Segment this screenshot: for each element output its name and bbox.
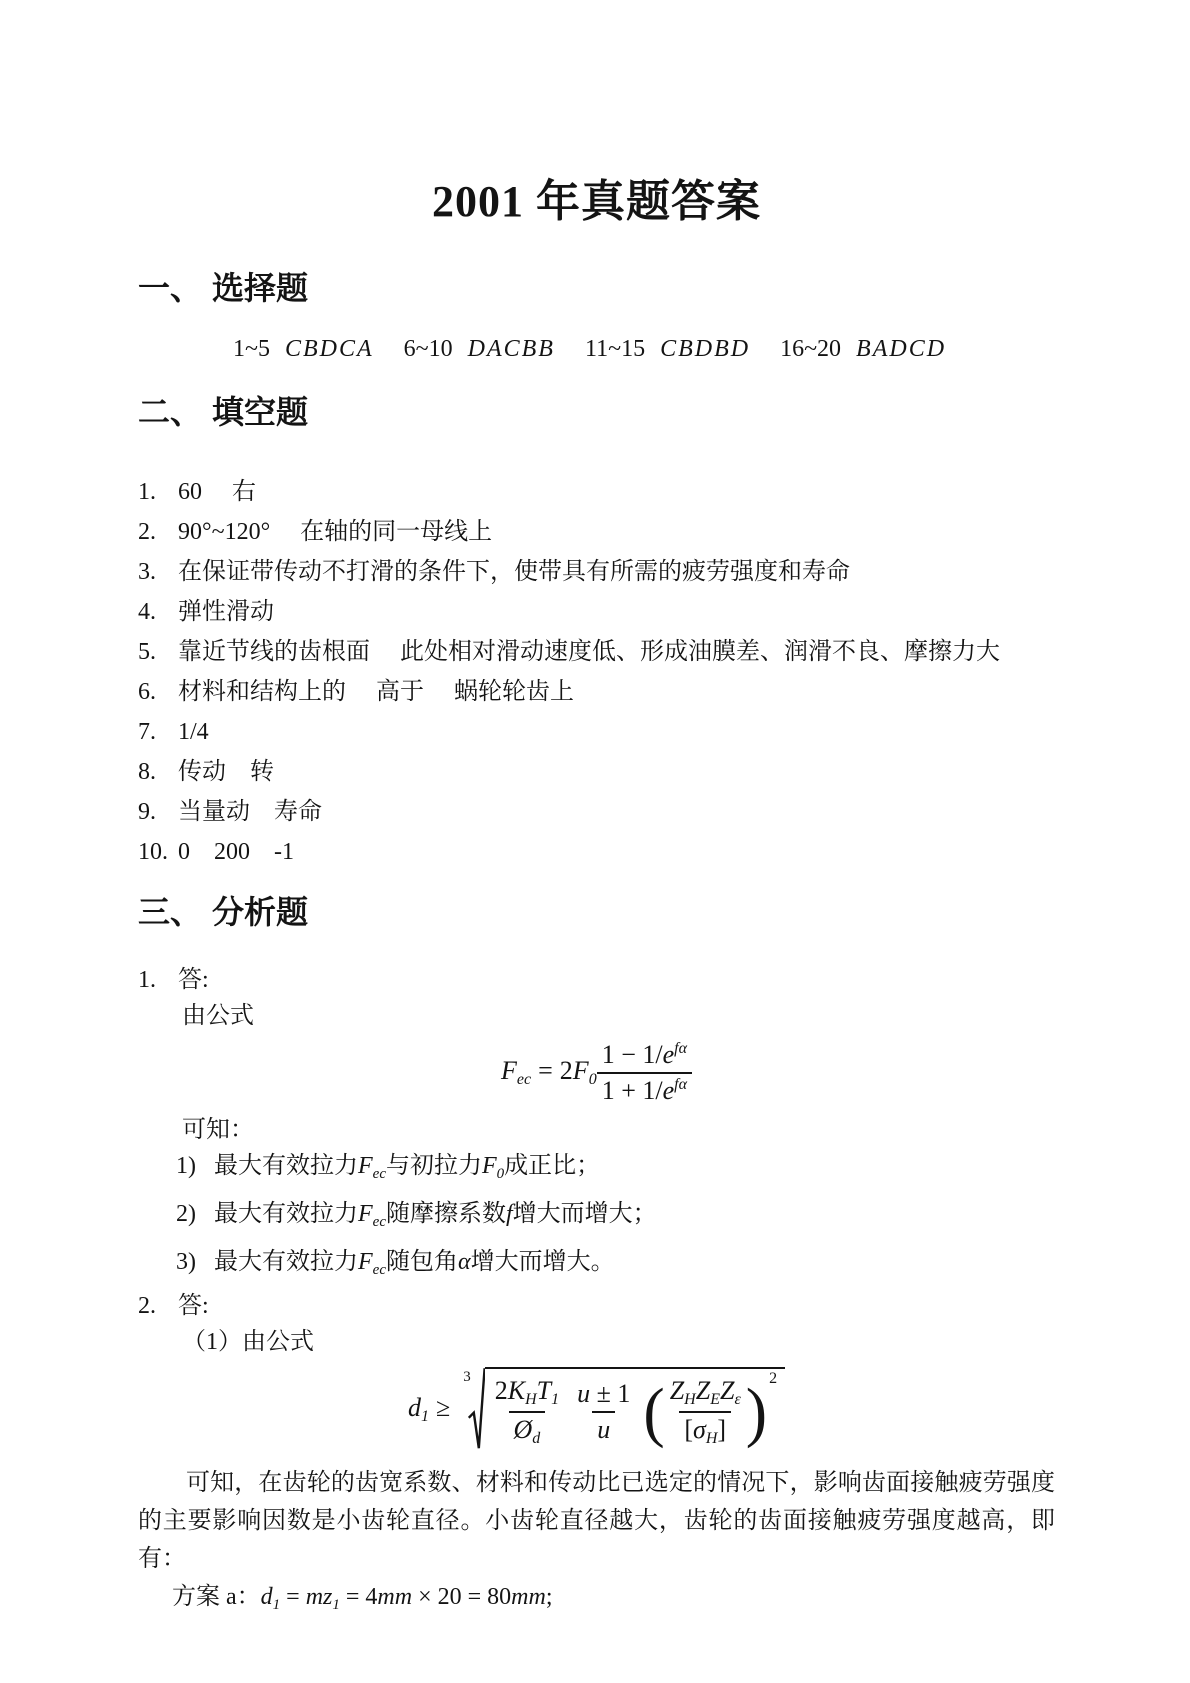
subscript-ec: ec	[516, 1071, 532, 1089]
symbol-d: d	[260, 1583, 273, 1610]
formula-belt-effective-tension	[138, 1038, 1055, 1108]
symbol-mz: mz	[305, 1583, 333, 1610]
subscript-0: 0	[588, 1071, 597, 1089]
point-text	[214, 1200, 1055, 1236]
fraction-numerator	[572, 1377, 635, 1411]
coefficient-2: 2	[559, 1056, 573, 1086]
subscript-epsilon: ε	[734, 1391, 741, 1409]
symbol-u: u	[597, 1415, 611, 1444]
scheme-a-line	[172, 1582, 1055, 1620]
text-run: 随包角	[386, 1248, 458, 1275]
section-number: 三、	[138, 893, 203, 930]
fill-blank-item	[138, 838, 1055, 866]
subscript-H: H	[684, 1391, 696, 1409]
choice-letters: BADCD	[856, 335, 947, 362]
fill-blank-item	[138, 558, 1055, 586]
item-answer: 90°~120° 在轴的同一母线上	[178, 518, 493, 545]
point-number: 1)	[176, 1152, 196, 1179]
item-number: 3.	[138, 558, 156, 585]
item-number: 2.	[138, 518, 156, 545]
analysis-1-intro: 由公式	[182, 1002, 254, 1029]
fill-blank-item	[138, 478, 1055, 506]
symbol-F: F	[358, 1200, 373, 1227]
choice-range: 11~15	[584, 335, 646, 362]
text-run: 增大而增大。	[470, 1248, 615, 1275]
fill-blank-item	[138, 758, 1055, 786]
section-number: 二、	[138, 393, 203, 430]
equals-sign: =	[538, 1056, 553, 1086]
item-number: 10.	[138, 838, 168, 865]
cube-root	[463, 1367, 785, 1452]
radicand	[485, 1367, 785, 1452]
choice-range: 6~10	[403, 335, 453, 362]
fraction	[597, 1038, 692, 1108]
symbol-d: d	[407, 1393, 421, 1422]
symbol-e: e	[662, 1075, 675, 1105]
section-label: 选择题	[212, 269, 309, 306]
choice-answer-group	[585, 334, 750, 364]
subscript-H: H	[525, 1391, 537, 1409]
section-heading-choice	[138, 268, 1055, 308]
subscript-d: d	[532, 1430, 541, 1447]
equals-sign: =	[280, 1583, 306, 1610]
choice-letters: CBDCA	[284, 335, 374, 362]
denominator-prefix: 1 + 1/	[601, 1075, 663, 1105]
subscript-H: H	[705, 1430, 718, 1447]
choice-answer-group	[404, 334, 555, 364]
coefficient-2: 2	[494, 1376, 508, 1406]
item-answer: 弹性滑动	[178, 598, 274, 625]
symbol-K: K	[507, 1376, 526, 1406]
close-bracket: ]	[717, 1415, 727, 1444]
item-answer: 靠近节线的齿根面 此处相对滑动速度低、形成油膜差、润滑不良、摩擦力大	[178, 638, 1000, 665]
numerator-prefix: 1 − 1/	[601, 1039, 663, 1069]
item-answer: 60 右	[178, 478, 256, 505]
item-answer: 材料和结构上的 高于 蜗轮轮齿上	[178, 678, 574, 705]
fill-blank-item	[138, 518, 1055, 546]
subscript-1: 1	[332, 1596, 340, 1613]
semicolon: ;	[545, 1583, 553, 1610]
fill-blank-item	[138, 638, 1055, 666]
item-number: 5.	[138, 638, 156, 665]
symbol-u: u	[577, 1379, 591, 1409]
unit-mm: mm	[377, 1583, 413, 1610]
symbol-Z: Z	[719, 1376, 735, 1406]
choice-range: 1~5	[233, 335, 270, 362]
answer-label: 答:	[178, 966, 209, 993]
fraction-numerator	[490, 1374, 564, 1411]
symbol: α	[458, 1248, 471, 1275]
choice-letters: DACBB	[467, 335, 555, 362]
item-answer: 0 200 -1	[178, 838, 294, 865]
answer-label: 答:	[178, 1292, 209, 1319]
subscript-1: 1	[272, 1596, 281, 1613]
choice-range: 16~20	[780, 335, 842, 362]
formula-pinion-diameter	[138, 1364, 1055, 1456]
superscript-fa: fα	[674, 1039, 687, 1057]
item-answer: 传动 转	[178, 758, 274, 785]
exponent-2: 2	[769, 1370, 778, 1388]
text-run: 与初拉力	[386, 1152, 482, 1179]
item-answer: 1/4	[178, 718, 209, 745]
choice-answer-group	[233, 334, 374, 364]
fraction-numerator	[597, 1038, 692, 1072]
text-run: 成正比；	[504, 1152, 601, 1179]
symbol-Z: Z	[669, 1376, 685, 1406]
item-number: 8.	[138, 758, 156, 785]
root-index: 3	[463, 1369, 471, 1386]
analysis-item-2-header	[138, 1292, 1055, 1320]
text-run: 最大有效拉力	[214, 1200, 358, 1227]
item-number: 1.	[138, 966, 156, 993]
symbol: f	[506, 1200, 513, 1227]
fraction-coefficients	[665, 1374, 746, 1450]
section-heading-analysis	[138, 892, 1055, 932]
section-number: 一、	[138, 269, 203, 306]
symbol-F: F	[358, 1152, 373, 1179]
text-run: 最大有效拉力	[214, 1152, 358, 1179]
point-text	[214, 1248, 1055, 1284]
item-number: 2.	[138, 1292, 156, 1319]
point-number: 3)	[176, 1248, 196, 1275]
item-number: 4.	[138, 598, 156, 625]
formula-lhs	[408, 1393, 457, 1426]
symbol-Z: Z	[695, 1376, 711, 1406]
fill-blank-item	[138, 678, 1055, 706]
close-paren: )	[745, 1374, 768, 1449]
equals-4: = 4	[339, 1583, 378, 1610]
open-bracket: [	[684, 1415, 694, 1444]
analysis-2-paragraph: 可知，在齿轮的齿宽系数、材料和传动比已选定的情况下，影响齿面接触疲劳强度的主要影响因数是小齿轮直径。小齿轮直径越大，齿轮的齿面接触疲劳强度越高，即有：	[138, 1469, 1055, 1572]
fraction-load	[490, 1374, 564, 1450]
subscript: ec	[372, 1261, 386, 1278]
analysis-2-sub-label: （1）由公式	[182, 1328, 314, 1355]
superscript-fa: fα	[674, 1075, 687, 1093]
subscript-1: 1	[551, 1391, 560, 1409]
symbol-e: e	[662, 1039, 675, 1069]
subscript: ec	[372, 1213, 386, 1230]
page-title: 2001 年真题答案	[432, 177, 761, 226]
plus-minus-one: ± 1	[590, 1379, 631, 1409]
greater-equal-sign: ≥	[435, 1393, 451, 1422]
symbol-F: F	[501, 1056, 517, 1086]
fraction-denominator	[592, 1411, 615, 1447]
analysis-1-conclusion-label: 可知：	[182, 1116, 254, 1143]
choice-answer-group	[780, 334, 946, 364]
section-label: 分析题	[212, 893, 309, 930]
point-number: 2)	[176, 1200, 196, 1227]
analysis-1-points	[176, 1152, 1055, 1284]
fill-blank-list	[138, 478, 1055, 866]
section-label: 填空题	[212, 393, 309, 430]
fill-blank-item	[138, 798, 1055, 826]
formula-lhs	[501, 1056, 597, 1089]
text-run: 最大有效拉力	[214, 1248, 358, 1275]
item-answer: 在保证带传动不打滑的条件下，使带具有所需的疲劳强度和寿命	[178, 558, 850, 585]
fill-blank-item	[138, 598, 1055, 626]
item-number: 7.	[138, 718, 156, 745]
text-run: 增大而增大；	[512, 1200, 657, 1227]
choice-answers-row	[233, 334, 1055, 364]
scheme-label: 方案 a：	[172, 1583, 261, 1610]
subscript-E: E	[710, 1391, 720, 1409]
text-run: 随摩擦系数	[386, 1200, 506, 1227]
times-20-equals-80: × 20 = 80	[412, 1583, 512, 1610]
choice-letters: CBDBD	[660, 335, 751, 362]
analysis-item-1-header	[138, 966, 1055, 994]
point-text	[214, 1152, 1055, 1188]
symbol-F: F	[572, 1056, 589, 1086]
fraction-denominator	[509, 1411, 546, 1450]
item-number: 1.	[138, 478, 156, 505]
open-paren: (	[643, 1374, 665, 1449]
analysis-point	[176, 1200, 1055, 1236]
analysis-point	[176, 1152, 1055, 1188]
analysis-point	[176, 1248, 1055, 1284]
fill-blank-item	[138, 718, 1055, 746]
symbol-F: F	[358, 1248, 373, 1275]
symbol-T: T	[536, 1376, 552, 1406]
symbol: F	[482, 1152, 497, 1179]
fraction-denominator	[679, 1411, 731, 1450]
symbol-phi: Ø	[513, 1415, 533, 1444]
subscript-1: 1	[420, 1408, 429, 1425]
subscript: 0	[496, 1165, 505, 1182]
unit-mm: mm	[511, 1583, 546, 1610]
fraction-numerator	[665, 1374, 746, 1411]
item-number: 9.	[138, 798, 156, 825]
symbol-sigma: σ	[693, 1415, 706, 1444]
section-heading-fill	[138, 392, 1055, 432]
fraction-ratio	[572, 1377, 635, 1447]
subscript: ec	[372, 1165, 386, 1182]
item-answer: 当量动 寿命	[178, 798, 322, 825]
fraction-denominator	[597, 1072, 692, 1108]
squared-factor	[643, 1370, 778, 1450]
item-number: 6.	[138, 678, 156, 705]
